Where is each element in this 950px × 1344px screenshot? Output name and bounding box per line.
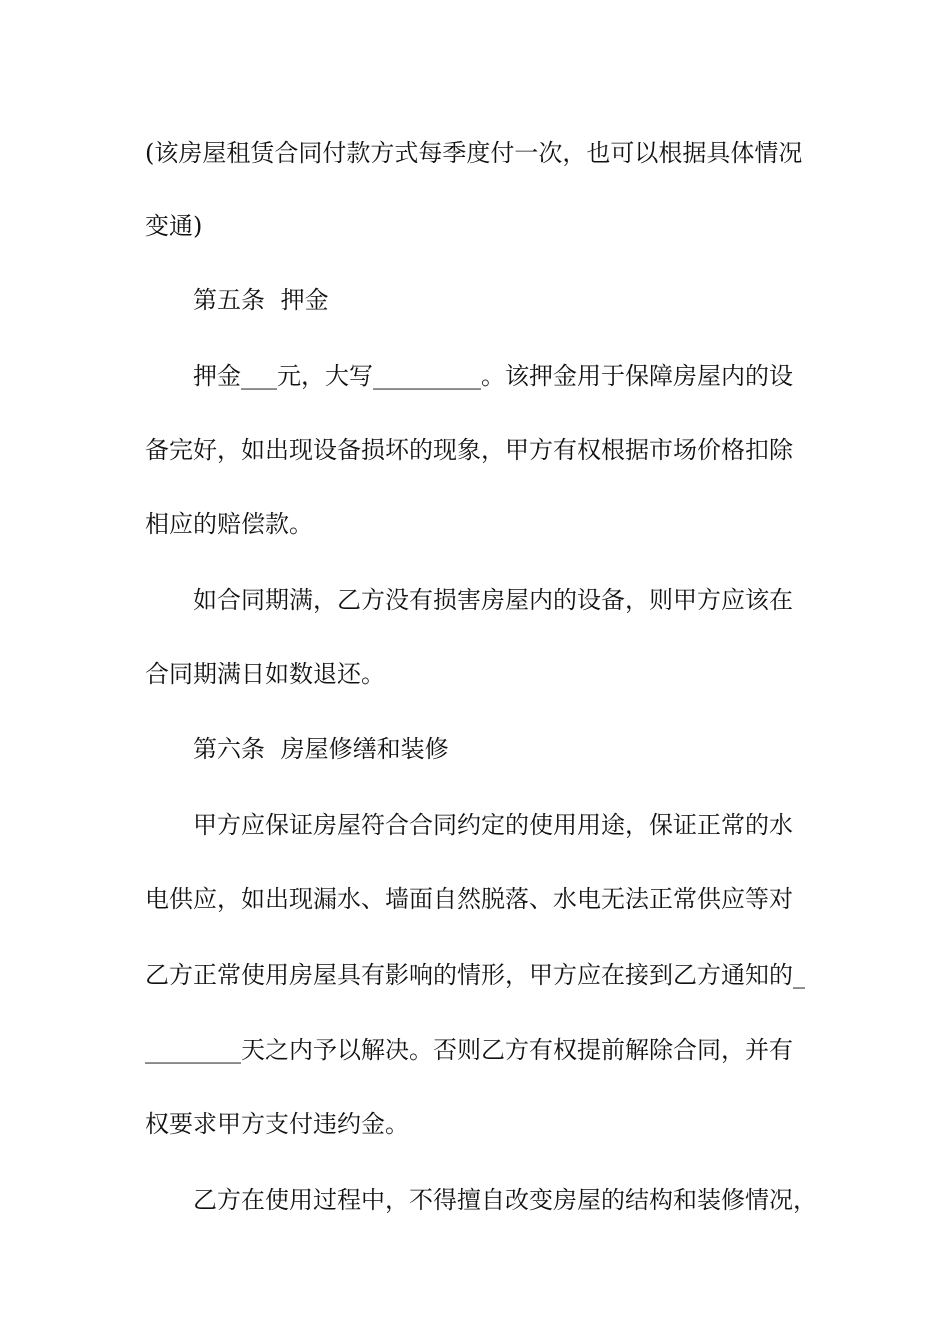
paragraph-payment-note-line-2: 变通) xyxy=(145,212,203,240)
article-6-heading: 第六条 房屋修缮和装修 xyxy=(193,735,449,763)
paragraph-refund-line-1: 如合同期满，乙方没有损害房屋内的设备，则甲方应该在 xyxy=(193,586,793,614)
paragraph-deposit-line-1: 押金___元，大写_________。该押金用于保障房屋内的设 xyxy=(193,362,793,390)
paragraph-repair-line-2: 电供应，如出现漏水、墙面自然脱落、水电无法正常供应等对 xyxy=(145,885,793,913)
paragraph-payment-note-line-1: (该房屋租赁合同付款方式每季度付一次，也可以根据具体情况 xyxy=(145,139,803,167)
paragraph-repair-line-1: 甲方应保证房屋符合合同约定的使用用途，保证正常的水 xyxy=(193,811,793,839)
paragraph-deposit-line-2: 备完好，如出现设备损坏的现象，甲方有权根据市场价格扣除 xyxy=(145,436,793,464)
paragraph-repair-line-4: ________天之内予以解决。否则乙方有权提前解除合同，并有 xyxy=(145,1036,793,1064)
article-5-heading: 第五条 押金 xyxy=(193,286,329,314)
paragraph-repair-line-3: 乙方正常使用房屋具有影响的情形，甲方应在接到乙方通知的_ xyxy=(145,961,805,989)
paragraph-repair-line-5: 权要求甲方支付违约金。 xyxy=(145,1110,409,1138)
paragraph-refund-line-2: 合同期满日如数退还。 xyxy=(145,660,385,688)
paragraph-deposit-line-3: 相应的赔偿款。 xyxy=(145,510,313,538)
paragraph-renovation-line-1: 乙方在使用过程中，不得擅自改变房屋的结构和装修情况， xyxy=(193,1186,817,1214)
